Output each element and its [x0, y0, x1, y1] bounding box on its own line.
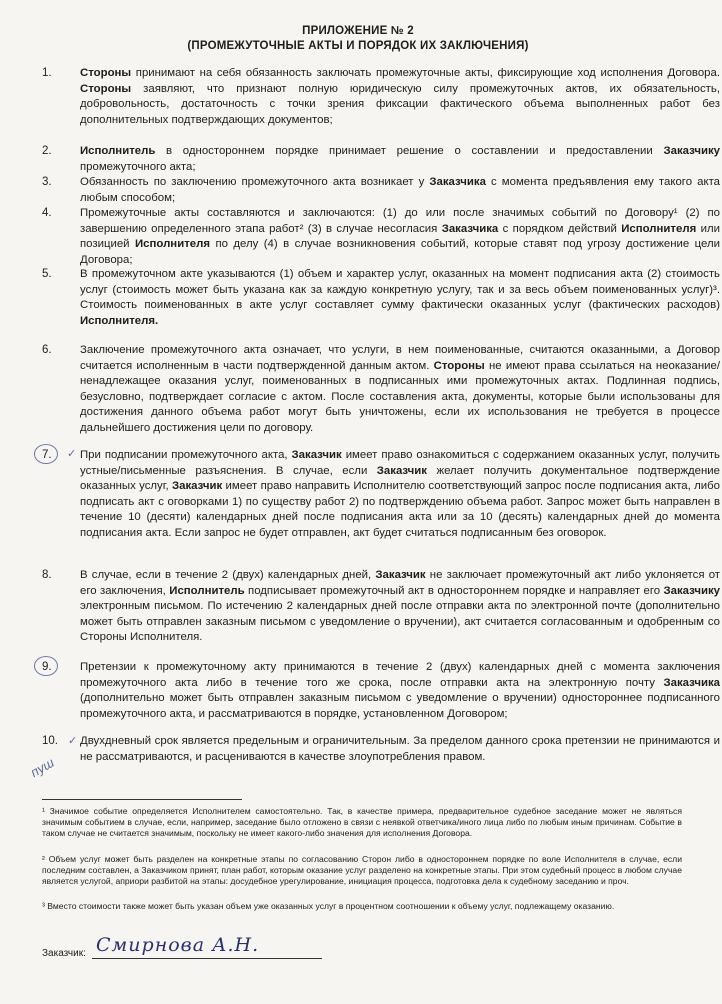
text-run: Промежуточные акты составляются и заключаются: (1) до или после значимых событий по Договору¹ (2) по завершению определенного этапа работ² (3) в случае несогласия	[80, 207, 720, 235]
pen-circle-mark	[34, 444, 58, 464]
item-number: 5.	[42, 268, 52, 280]
item-text	[80, 734, 720, 765]
bold-term: Исполнителя.	[80, 314, 159, 327]
bold-term: Стороны	[80, 67, 132, 79]
bold-term: Заказчик	[376, 464, 427, 477]
pen-circle-mark	[34, 656, 58, 676]
bold-term: Заказчика	[441, 222, 499, 235]
footnote-3: ³ Вместо стоимости также может быть указан объем уже оказанных услуг в процентном соотношении к объему услуг, подлежащему оказанию.	[42, 901, 615, 911]
bold-term: Заказчику	[663, 584, 720, 597]
footnote-1: ¹ Значимое событие определяется Исполнителем самостоятельно. Так, в качестве примера, предварительное судебное заседание может не являться значимым событием в случае, если, например, заседание было отложено в связи с неявкой ответчика/иного лица либо по любым иным причинам. Событие в таком случае не считается значимым, поскольку не имеет какого-либо значения для исполнения Договора.	[42, 806, 682, 839]
item-text	[80, 568, 720, 646]
text-run: по делу (4) в случае возникновения событий, которые ставят под угрозу достижение цели Договора;	[80, 238, 721, 266]
item-text	[80, 448, 720, 541]
signature-line	[92, 958, 322, 959]
text-run: принимают на себя обязанность заключать промежуточные акты, фиксирующие ход исполнения Договора.	[131, 67, 720, 79]
bold-term: Заказчик	[375, 569, 426, 581]
bold-term: Заказчика	[663, 676, 720, 689]
bold-term: Заказчику	[663, 145, 720, 157]
item-number: 8.	[42, 569, 52, 581]
item-text	[80, 343, 720, 436]
item-number: 6.	[42, 344, 52, 356]
text-run: Заключение промежуточного акта означает, что услуги, в нем поименованные, считаются оказанными, а Договор считается исполненным в части подтвержденной данным актом.	[80, 344, 720, 372]
text-run: При подписании промежуточного акта,	[80, 449, 292, 461]
text-run: Претензии к промежуточному акту принимаются в течение 2 (двух) календарных дней с момента заключения промежуточного акта либо в течение того же срока, после отправки акта на электронную почту	[80, 661, 720, 689]
doc-title: ПРИЛОЖЕНИЕ № 2	[302, 25, 414, 37]
text-run: заявляют, что признают полную юридическую силу промежуточных актов, их обязательность, добровольность, достаточность с точки зрения фиксации фактического объема выполненных работ без дополнительных подтверждающих документов;	[80, 82, 720, 126]
item-number: 4.	[42, 207, 52, 219]
item-number: 3.	[42, 176, 52, 188]
bold-term: Исполнитель	[169, 584, 245, 597]
pen-check-mark: ✓	[67, 448, 77, 460]
text-run: Обязанность по заключению промежуточного акта возникает у	[80, 176, 430, 188]
bold-term: Исполнителя	[621, 222, 697, 235]
item-text	[80, 660, 720, 722]
footnote-2: ² Объем услуг может быть разделен на конкретные этапы по согласованию Сторон либо в одностороннем порядке по воле Исполнителя в случае, если последним составлен, а Заказчиком принят, план работ, которым оказание услуг разделено на конкретные этапы. При этом судебный процесс в любом случае является услугой, априори разбитой на этапы: досудебное урегулирование, инициация процесса, подготовка дела к судебному заседанию и проч.	[42, 854, 682, 887]
bold-term: Заказчик	[172, 480, 223, 492]
doc-subtitle: (ПРОМЕЖУТОЧНЫЕ АКТЫ И ПОРЯДОК ИХ ЗАКЛЮЧЕНИЯ)	[187, 40, 529, 52]
item-number: 2.	[42, 145, 52, 157]
text-run: не имеют права ссылаться на неоказание/ненадлежащее оказания услуг, поименованных в подписанных ими промежуточных актах. Подлинная подпись, безусловно, подтверждает согласие с актом. После составления акта, документы, которые были использованы для достижения данного объема работ могут быть уничтожены, если их использования не требуется в процессе дальнейшего достижения цели по договору.	[80, 359, 720, 434]
text-run: с порядком действий	[498, 222, 622, 235]
bold-term: Стороны	[80, 82, 132, 95]
bold-term: Заказчик	[291, 449, 342, 461]
text-run: (дополнительно может быть отправлен заказным письмом с уведомление о вручении) одностороннее подписанного промежуточного акта, и рассматриваются в порядке, установленном Договором;	[80, 692, 720, 720]
bold-term: Стороны	[433, 359, 485, 372]
item-number: 1.	[42, 67, 52, 79]
item-number: 7.	[42, 449, 52, 461]
bold-term: Исполнитель	[80, 145, 156, 157]
item-number: 10.	[42, 735, 58, 747]
text-run: подписывает промежуточный акт в одностороннем порядке и направляет его	[244, 584, 664, 597]
item-text	[80, 66, 720, 128]
text-run: Двухдневный срок является предельным и ограничительным. За пределом данного срока претензии не принимаются и не рассматриваются, и расцениваются в качестве злоупотребления правом.	[80, 735, 720, 763]
item-text	[80, 206, 720, 268]
pen-check-mark: ✓	[68, 735, 78, 747]
item-text	[80, 175, 720, 206]
margin-note: пуш	[27, 754, 57, 781]
signature-label: Заказчик:	[42, 948, 86, 959]
text-run: В случае, если в течение 2 (двух) календарных дней,	[80, 569, 376, 581]
text-run: электронным письмом. По истечению 2 календарных дней после отправки акта по электронной почте (дополнительно может быть отправлен заказным письмом с уведомление о вручении), акт считается согласованным и одобренным со Стороны Исполнителя.	[80, 600, 720, 643]
text-run: с момента предъявления ему такого акта любым способом;	[80, 176, 720, 204]
footnote-divider	[42, 799, 242, 800]
text-run: промежуточного акта;	[80, 160, 196, 173]
bold-term: Заказчика	[429, 176, 486, 188]
bold-term: Исполнителя	[135, 238, 210, 250]
text-run: имеет право направить Исполнителю соответствующий запрос после подписания акта, либо подписать акт с оговорками 1) по существу работ 2) по подтверждению объема работ. Запрос может быть направлен в течение 10 (десяти) календарных дней после подписания акта или за 10 (десять) календарных дней до момента подписания акта. Если запрос не будет отправлен, акт будет считаться подписанным без оговорок.	[80, 480, 720, 539]
text-run: желает получить документальное подтверждение оказанных услуг,	[80, 464, 721, 492]
item-text	[80, 144, 720, 175]
item-number: 9.	[42, 661, 52, 673]
text-run: В промежуточном акте указываются (1) объем и характер услуг, оказанных на момент подписания акта (2) стоимость услуг (стоимость может быть указана как за каждую конкретную услугу, так и за весь объем поименованных услуг)³. Стоимость поименованных в акте услуг составляет сумму фактически оказанных услуг (фактических расходов)	[80, 268, 720, 311]
handwritten-signature: Смирнова А.Н.	[96, 934, 260, 956]
text-run: или позицией	[80, 222, 720, 250]
text-run: имеет право ознакомиться с содержанием оказанных услуг, получить устные/письменные разъяснения. В случае, если	[80, 449, 720, 477]
text-run: в одностороннем порядке принимает решение о составлении и предоставлении	[155, 145, 664, 157]
item-text	[80, 267, 720, 329]
text-run: не заключает промежуточный акт либо уклоняется от его заключения,	[80, 569, 720, 597]
